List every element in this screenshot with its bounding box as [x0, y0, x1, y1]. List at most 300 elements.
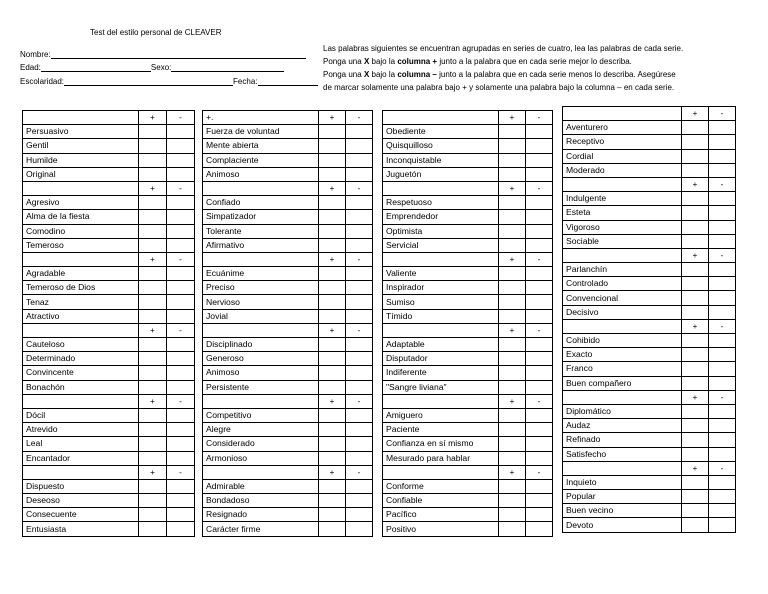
plus-mark-cell[interactable]: [682, 518, 709, 532]
instruction-line-4: de marcar solamente una palabra bajo + y solamente una palabra bajo la columna – en cada serie.: [323, 83, 675, 92]
word-label: Alma de la fiesta: [23, 210, 139, 224]
word-label: Deseoso: [23, 494, 139, 508]
instruction-line-1: Las palabras siguientes se encuentran agrupadas en series de cuatro, lea las palabras de cada serie.: [323, 44, 684, 53]
minus-mark-cell[interactable]: [526, 408, 553, 422]
word-row: [383, 309, 553, 323]
plus-mark-cell[interactable]: [319, 508, 346, 522]
word-row: [203, 309, 373, 323]
minus-mark-cell[interactable]: [709, 475, 736, 489]
series-header-label: [563, 390, 682, 404]
word-label: Considerado: [203, 437, 319, 451]
word-row: [563, 305, 736, 319]
instruction-line-2: [323, 57, 632, 66]
word-label: Carácter firme: [203, 522, 319, 536]
plus-mark-cell[interactable]: [499, 423, 526, 437]
plus-mark-cell[interactable]: [139, 295, 167, 309]
edad-sexo-field[interactable]: [20, 63, 284, 72]
word-row: [23, 309, 195, 323]
word-row: [23, 281, 195, 295]
minus-mark-cell[interactable]: [346, 408, 373, 422]
word-row: [23, 522, 195, 536]
minus-mark-cell[interactable]: [526, 167, 553, 181]
minus-mark-cell[interactable]: [526, 139, 553, 153]
plus-mark-cell[interactable]: [139, 366, 167, 380]
plus-mark-cell[interactable]: [139, 153, 167, 167]
word-label: Persistente: [203, 380, 319, 394]
plus-mark-cell[interactable]: [139, 309, 167, 323]
word-label: Tenaz: [23, 295, 139, 309]
minus-mark-cell[interactable]: [167, 366, 195, 380]
nombre-input-line[interactable]: [51, 50, 306, 59]
minus-mark-cell[interactable]: [709, 362, 736, 376]
plus-mark-cell[interactable]: [319, 153, 346, 167]
plus-mark-cell[interactable]: [139, 352, 167, 366]
plus-mark-cell[interactable]: [499, 153, 526, 167]
word-row: [563, 404, 736, 418]
plus-mark-cell[interactable]: [319, 125, 346, 139]
plus-mark-cell[interactable]: [682, 504, 709, 518]
word-row: [383, 423, 553, 437]
plus-mark-cell[interactable]: [682, 334, 709, 348]
word-row: [383, 479, 553, 493]
plus-mark-cell[interactable]: [682, 376, 709, 390]
minus-mark-cell[interactable]: [346, 437, 373, 451]
word-label: Inconquistable: [383, 153, 499, 167]
instruction-x: X: [363, 57, 370, 66]
word-label: Popular: [563, 490, 682, 504]
plus-column-header: +: [319, 111, 346, 125]
minus-mark-cell[interactable]: [167, 479, 195, 493]
plus-mark-cell[interactable]: [139, 238, 167, 252]
plus-mark-cell[interactable]: [499, 494, 526, 508]
minus-mark-cell[interactable]: [346, 508, 373, 522]
minus-mark-cell[interactable]: [167, 408, 195, 422]
minus-mark-cell[interactable]: [526, 210, 553, 224]
plus-mark-cell[interactable]: [139, 338, 167, 352]
minus-mark-cell[interactable]: [709, 163, 736, 177]
minus-mark-cell[interactable]: [167, 437, 195, 451]
minus-mark-cell[interactable]: [346, 295, 373, 309]
word-row: [383, 153, 553, 167]
minus-mark-cell[interactable]: [526, 153, 553, 167]
plus-mark-cell[interactable]: [682, 220, 709, 234]
word-label: Diplomático: [563, 404, 682, 418]
minus-mark-cell[interactable]: [526, 267, 553, 281]
minus-column-header: -: [526, 465, 553, 479]
word-row: [203, 380, 373, 394]
word-row: [563, 419, 736, 433]
word-row: [563, 206, 736, 220]
plus-mark-cell[interactable]: [139, 281, 167, 295]
plus-column-header: +: [319, 323, 346, 337]
minus-mark-cell[interactable]: [346, 224, 373, 238]
plus-column-header: +: [139, 323, 167, 337]
series-header-label: [23, 111, 139, 125]
plus-mark-cell[interactable]: [319, 366, 346, 380]
plus-mark-cell[interactable]: [499, 167, 526, 181]
plus-mark-cell[interactable]: [499, 139, 526, 153]
word-label: Alegre: [203, 423, 319, 437]
plus-mark-cell[interactable]: [139, 210, 167, 224]
minus-mark-cell[interactable]: [709, 433, 736, 447]
plus-mark-cell[interactable]: [499, 125, 526, 139]
plus-mark-cell[interactable]: [499, 437, 526, 451]
plus-mark-cell[interactable]: [682, 277, 709, 291]
minus-mark-cell[interactable]: [526, 224, 553, 238]
minus-mark-cell[interactable]: [526, 352, 553, 366]
instruction-text: Ponga una: [323, 70, 364, 79]
plus-mark-cell[interactable]: [682, 305, 709, 319]
minus-mark-cell[interactable]: [167, 309, 195, 323]
word-row: [203, 423, 373, 437]
plus-mark-cell[interactable]: [682, 348, 709, 362]
plus-mark-cell[interactable]: [319, 380, 346, 394]
plus-mark-cell[interactable]: [499, 196, 526, 210]
minus-mark-cell[interactable]: [709, 135, 736, 149]
minus-mark-cell[interactable]: [346, 167, 373, 181]
minus-mark-cell[interactable]: [167, 281, 195, 295]
word-label: Mente abierta: [203, 139, 319, 153]
minus-mark-cell[interactable]: [346, 238, 373, 252]
word-row: [203, 338, 373, 352]
plus-mark-cell[interactable]: [139, 267, 167, 281]
minus-column-header: -: [346, 111, 373, 125]
minus-mark-cell[interactable]: [526, 380, 553, 394]
plus-mark-cell[interactable]: [319, 352, 346, 366]
plus-column-header: +: [139, 394, 167, 408]
plus-mark-cell[interactable]: [139, 423, 167, 437]
plus-mark-cell[interactable]: [499, 338, 526, 352]
word-label: Tolerante: [203, 224, 319, 238]
series-header-row: [23, 252, 195, 266]
minus-column-header: -: [709, 107, 736, 121]
minus-mark-cell[interactable]: [346, 267, 373, 281]
plus-mark-cell[interactable]: [682, 263, 709, 277]
minus-mark-cell[interactable]: [167, 125, 195, 139]
minus-mark-cell[interactable]: [346, 451, 373, 465]
minus-mark-cell[interactable]: [167, 522, 195, 536]
plus-mark-cell[interactable]: [499, 295, 526, 309]
series-header-label: [383, 252, 499, 266]
minus-mark-cell[interactable]: [526, 196, 553, 210]
word-row: [203, 210, 373, 224]
plus-mark-cell[interactable]: [499, 479, 526, 493]
plus-column-header: +: [319, 252, 346, 266]
plus-mark-cell[interactable]: [682, 433, 709, 447]
word-label: Franco: [563, 362, 682, 376]
plus-mark-cell[interactable]: [319, 309, 346, 323]
minus-mark-cell[interactable]: [526, 309, 553, 323]
plus-mark-cell[interactable]: [682, 234, 709, 248]
minus-mark-cell[interactable]: [167, 139, 195, 153]
word-row: [203, 167, 373, 181]
word-label: Original: [23, 167, 139, 181]
word-row: [563, 433, 736, 447]
plus-mark-cell[interactable]: [499, 380, 526, 394]
series-header-row: [203, 323, 373, 337]
plus-mark-cell[interactable]: [139, 167, 167, 181]
minus-mark-cell[interactable]: [526, 494, 553, 508]
minus-mark-cell[interactable]: [167, 210, 195, 224]
minus-mark-cell[interactable]: [526, 238, 553, 252]
plus-mark-cell[interactable]: [682, 135, 709, 149]
minus-column-header: -: [709, 177, 736, 191]
plus-mark-cell[interactable]: [139, 139, 167, 153]
word-row: [23, 479, 195, 493]
minus-mark-cell[interactable]: [526, 281, 553, 295]
edad-input-line[interactable]: [41, 63, 151, 72]
word-label: Valiente: [383, 267, 499, 281]
plus-mark-cell[interactable]: [319, 167, 346, 181]
minus-mark-cell[interactable]: [709, 504, 736, 518]
word-row: [563, 234, 736, 248]
fecha-input-line[interactable]: [258, 77, 318, 86]
minus-mark-cell[interactable]: [526, 125, 553, 139]
plus-mark-cell[interactable]: [682, 362, 709, 376]
minus-mark-cell[interactable]: [346, 338, 373, 352]
plus-mark-cell[interactable]: [682, 490, 709, 504]
minus-mark-cell[interactable]: [346, 196, 373, 210]
minus-mark-cell[interactable]: [167, 352, 195, 366]
minus-mark-cell[interactable]: [167, 153, 195, 167]
plus-column-header: +: [319, 181, 346, 195]
minus-mark-cell[interactable]: [346, 522, 373, 536]
minus-mark-cell[interactable]: [167, 380, 195, 394]
plus-mark-cell[interactable]: [139, 479, 167, 493]
plus-mark-cell[interactable]: [139, 451, 167, 465]
minus-mark-cell[interactable]: [167, 196, 195, 210]
minus-column-header: -: [346, 181, 373, 195]
minus-mark-cell[interactable]: [167, 295, 195, 309]
plus-mark-cell[interactable]: [319, 238, 346, 252]
plus-mark-cell[interactable]: [319, 210, 346, 224]
series-header-label: [203, 465, 319, 479]
minus-mark-cell[interactable]: [709, 149, 736, 163]
plus-mark-cell[interactable]: [682, 447, 709, 461]
plus-column-header: +: [682, 248, 709, 262]
plus-mark-cell[interactable]: [319, 522, 346, 536]
plus-mark-cell[interactable]: [682, 206, 709, 220]
plus-mark-cell[interactable]: [499, 224, 526, 238]
minus-mark-cell[interactable]: [167, 267, 195, 281]
plus-mark-cell[interactable]: [499, 508, 526, 522]
plus-mark-cell[interactable]: [319, 437, 346, 451]
plus-column-header: +: [499, 394, 526, 408]
word-label: Humilde: [23, 153, 139, 167]
minus-mark-cell[interactable]: [167, 238, 195, 252]
minus-mark-cell[interactable]: [709, 447, 736, 461]
plus-mark-cell[interactable]: [682, 404, 709, 418]
word-row: [563, 220, 736, 234]
minus-mark-cell[interactable]: [346, 281, 373, 295]
word-label: Armonioso: [203, 451, 319, 465]
minus-mark-cell[interactable]: [709, 277, 736, 291]
word-row: [203, 451, 373, 465]
plus-mark-cell[interactable]: [319, 224, 346, 238]
word-label: Satisfecho: [563, 447, 682, 461]
minus-mark-cell[interactable]: [526, 437, 553, 451]
plus-mark-cell[interactable]: [319, 479, 346, 493]
minus-mark-cell[interactable]: [526, 295, 553, 309]
minus-mark-cell[interactable]: [709, 376, 736, 390]
plus-mark-cell[interactable]: [319, 281, 346, 295]
plus-mark-cell[interactable]: [319, 338, 346, 352]
minus-mark-cell[interactable]: [167, 494, 195, 508]
minus-mark-cell[interactable]: [346, 309, 373, 323]
series-header-row: [203, 181, 373, 195]
word-row: [563, 348, 736, 362]
minus-mark-cell[interactable]: [346, 366, 373, 380]
escolaridad-fecha-field[interactable]: [20, 77, 318, 86]
plus-mark-cell[interactable]: [682, 291, 709, 305]
series-header-row: [23, 394, 195, 408]
nombre-field[interactable]: [20, 50, 306, 59]
plus-mark-cell[interactable]: [139, 508, 167, 522]
minus-mark-cell[interactable]: [526, 423, 553, 437]
plus-mark-cell[interactable]: [499, 210, 526, 224]
minus-mark-cell[interactable]: [346, 153, 373, 167]
series-header-label: [383, 394, 499, 408]
plus-mark-cell[interactable]: [319, 139, 346, 153]
minus-mark-cell[interactable]: [709, 348, 736, 362]
nombre-label: Nombre:: [20, 50, 51, 59]
minus-mark-cell[interactable]: [526, 451, 553, 465]
plus-column-header: +: [319, 465, 346, 479]
plus-mark-cell[interactable]: [319, 423, 346, 437]
minus-mark-cell[interactable]: [526, 508, 553, 522]
series-header-row: [23, 181, 195, 195]
minus-mark-cell[interactable]: [167, 167, 195, 181]
word-row: [383, 224, 553, 238]
minus-mark-cell[interactable]: [167, 338, 195, 352]
plus-mark-cell[interactable]: [499, 238, 526, 252]
plus-mark-cell[interactable]: [499, 352, 526, 366]
plus-mark-cell[interactable]: [682, 475, 709, 489]
plus-mark-cell[interactable]: [682, 163, 709, 177]
minus-mark-cell[interactable]: [709, 490, 736, 504]
word-row: [383, 494, 553, 508]
plus-mark-cell[interactable]: [499, 267, 526, 281]
word-row: [23, 352, 195, 366]
plus-mark-cell[interactable]: [499, 309, 526, 323]
minus-mark-cell[interactable]: [526, 338, 553, 352]
minus-mark-cell[interactable]: [709, 291, 736, 305]
minus-mark-cell[interactable]: [346, 494, 373, 508]
word-row: [203, 522, 373, 536]
word-label: Receptivo: [563, 135, 682, 149]
word-label: Amiguero: [383, 408, 499, 422]
minus-mark-cell[interactable]: [526, 366, 553, 380]
word-row: [23, 423, 195, 437]
word-label: Afirmativo: [203, 238, 319, 252]
plus-mark-cell[interactable]: [682, 149, 709, 163]
word-label: Nervioso: [203, 295, 319, 309]
word-label: Cohibido: [563, 334, 682, 348]
minus-mark-cell[interactable]: [709, 234, 736, 248]
escolaridad-input-line[interactable]: [64, 77, 233, 86]
word-label: Gentil: [23, 139, 139, 153]
word-row: [203, 366, 373, 380]
minus-mark-cell[interactable]: [709, 419, 736, 433]
minus-mark-cell[interactable]: [709, 206, 736, 220]
minus-mark-cell[interactable]: [709, 263, 736, 277]
plus-mark-cell[interactable]: [139, 125, 167, 139]
minus-mark-cell[interactable]: [709, 334, 736, 348]
minus-mark-cell[interactable]: [346, 125, 373, 139]
sexo-input-line[interactable]: [171, 63, 284, 72]
series-header-label: [563, 177, 682, 191]
minus-mark-cell[interactable]: [346, 423, 373, 437]
word-label: Cauteloso: [23, 338, 139, 352]
plus-mark-cell[interactable]: [499, 408, 526, 422]
minus-mark-cell[interactable]: [167, 224, 195, 238]
minus-column-header: -: [526, 181, 553, 195]
plus-mark-cell[interactable]: [139, 196, 167, 210]
minus-mark-cell[interactable]: [709, 192, 736, 206]
plus-mark-cell[interactable]: [319, 494, 346, 508]
minus-mark-cell[interactable]: [526, 522, 553, 536]
plus-mark-cell[interactable]: [319, 451, 346, 465]
minus-mark-cell[interactable]: [167, 508, 195, 522]
minus-mark-cell[interactable]: [709, 121, 736, 135]
series-header-label: [383, 323, 499, 337]
word-row: [23, 196, 195, 210]
fecha-label: Fecha:: [233, 77, 258, 86]
minus-mark-cell[interactable]: [167, 451, 195, 465]
plus-column-header: +: [499, 181, 526, 195]
minus-mark-cell[interactable]: [346, 380, 373, 394]
plus-mark-cell[interactable]: [499, 522, 526, 536]
plus-mark-cell[interactable]: [139, 437, 167, 451]
plus-mark-cell[interactable]: [139, 224, 167, 238]
word-row: [383, 125, 553, 139]
plus-mark-cell[interactable]: [682, 121, 709, 135]
plus-mark-cell[interactable]: [499, 281, 526, 295]
minus-column-header: -: [346, 465, 373, 479]
minus-mark-cell[interactable]: [709, 220, 736, 234]
minus-mark-cell[interactable]: [346, 352, 373, 366]
plus-mark-cell[interactable]: [319, 196, 346, 210]
word-row: [563, 447, 736, 461]
plus-mark-cell[interactable]: [499, 451, 526, 465]
minus-mark-cell[interactable]: [709, 518, 736, 532]
minus-mark-cell[interactable]: [709, 305, 736, 319]
plus-mark-cell[interactable]: [319, 408, 346, 422]
plus-mark-cell[interactable]: [682, 419, 709, 433]
minus-column-header: -: [167, 181, 195, 195]
plus-mark-cell[interactable]: [139, 408, 167, 422]
word-label: Positivo: [383, 522, 499, 536]
instruction-text: junto a la palabra que en cada serie mejor lo describa.: [437, 57, 632, 66]
word-label: Inquieto: [563, 475, 682, 489]
word-row: [203, 139, 373, 153]
plus-mark-cell[interactable]: [139, 380, 167, 394]
word-label: Complaciente: [203, 153, 319, 167]
plus-mark-cell[interactable]: [139, 522, 167, 536]
minus-mark-cell[interactable]: [526, 479, 553, 493]
minus-mark-cell[interactable]: [346, 479, 373, 493]
plus-mark-cell[interactable]: [319, 267, 346, 281]
minus-mark-cell[interactable]: [167, 423, 195, 437]
plus-mark-cell[interactable]: [139, 494, 167, 508]
plus-mark-cell[interactable]: [682, 192, 709, 206]
plus-mark-cell[interactable]: [319, 295, 346, 309]
minus-mark-cell[interactable]: [346, 139, 373, 153]
minus-mark-cell[interactable]: [709, 404, 736, 418]
word-label: Preciso: [203, 281, 319, 295]
minus-mark-cell[interactable]: [346, 210, 373, 224]
plus-mark-cell[interactable]: [499, 366, 526, 380]
